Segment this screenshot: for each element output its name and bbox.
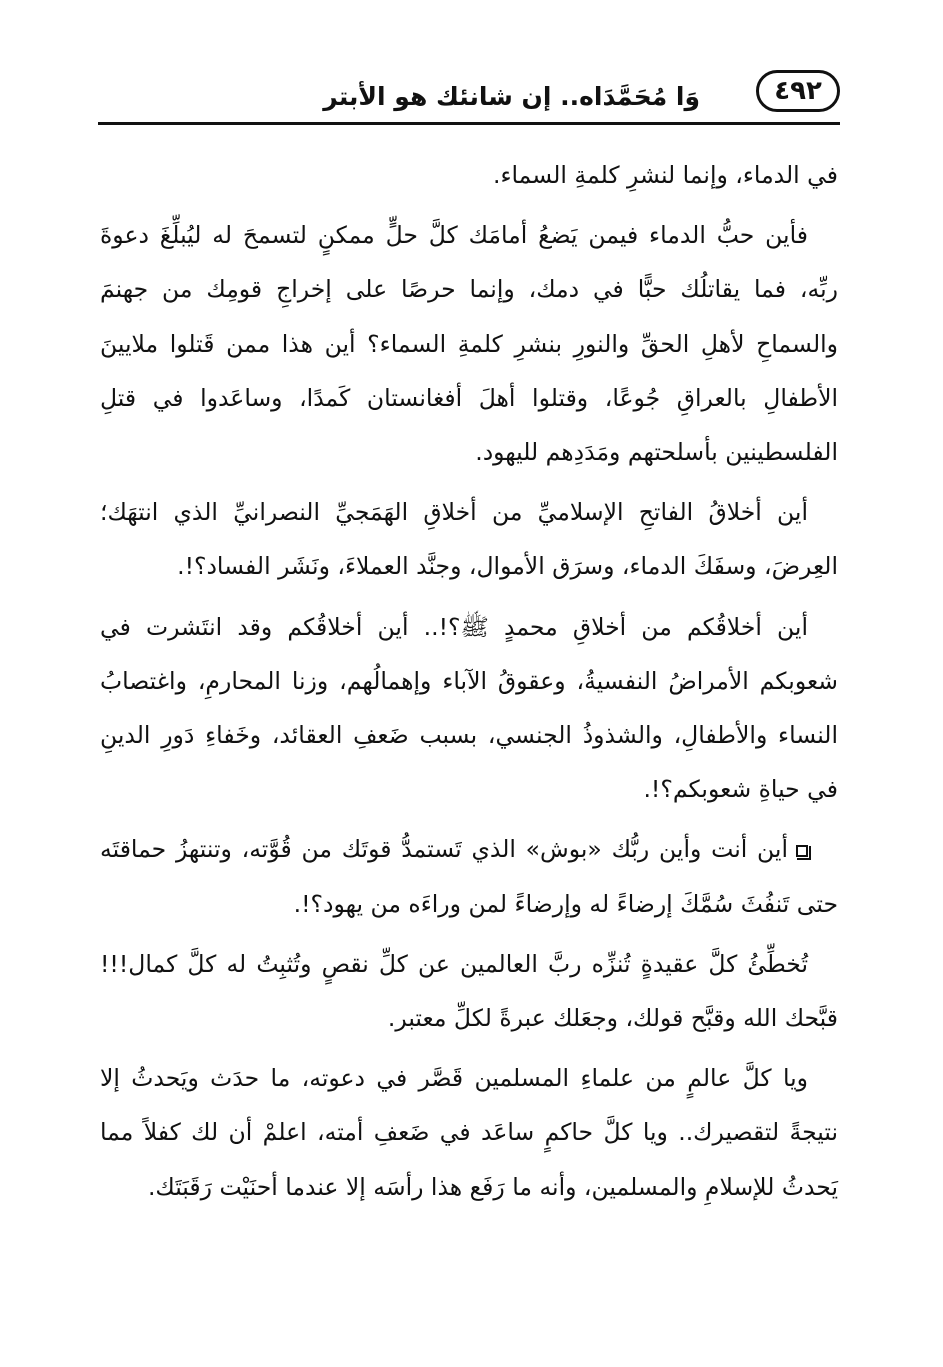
page-header: [98, 64, 840, 126]
paragraph-6: تُخطِّئُ كلَّ عقيدةٍ تُنزِّه ربَّ العالمين عن كلِّ نقصٍ وتُثبِتُ له كلَّ كمال!!! قبَّحك الله وقبَّح قولك، وجعَلك عبرةً لكلِّ معتبر.: [100, 949, 838, 1033]
paragraph-1: في الدماء، وإنما لنشرِ كلمةِ السماء.: [493, 161, 838, 189]
running-title: وَا مُحَمَّدَاه.. إن شانئك هو الأبتر: [323, 82, 700, 111]
paragraph-5-text: أين أنت وأين ربُّك «بوش» الذي تَستمدُّ قوتَك من قُوَّته، وتنتهزُ حماقتَه حتى تَنفُثَ سُمَّكَ إرضاءً له وإرضاءً لمن وراءَه من يهود؟!.: [100, 835, 838, 918]
square-bullet-icon: [796, 845, 808, 857]
paragraph-2: فأين حبُّ الدماء فيمن يَضعُ أمامَك كلَّ حلٍّ ممكنٍ لتسمحَ له ليُبلِّغَ دعوةَ ربِّه، فما يقاتلُك حبًّا في دمك، وإنما حرصًا على إخراجِ قومِك من جهنمَ والسماحِ لأهلِ الحقِّ والنورِ بنشرِ كلمةِ السماء؟ أين هذا ممن قَتلوا ملايينَ الأطفالِ بالعراقِ جُوعًا، وقتلوا أهلَ أفغانستان كَمدًا، وساعَدوا في قتلِ الفلسطينين بأسلحتهم ومَدَدِهم لليهود.: [100, 221, 838, 467]
paragraph-4: أين أخلاقُكم من أخلاقِ محمدٍ ﷺ؟!.. أين أخلاقُكم وقد انتَشرت في شعوبكم الأمراضُ النفسيةُ، وعقوقُ الآباء وإهمالُهم، وزنا المحارمِ، واغتصابُ النساء والأطفالِ، والشذوذُ الجنسي، بسبب ضَعفِ العقائد، وخَفاءِ دَورِ الدينِ في حياةِ شعوبكم؟!.: [100, 612, 838, 804]
paragraph-5: [100, 822, 838, 930]
header-divider: [98, 122, 840, 125]
page-body: [100, 148, 838, 1220]
paragraph-3: أين أخلاقُ الفاتحِ الإسلاميِّ من أخلاقِ الهَمَجيِّ النصرانيِّ الذي انتهَك؛ العِرضَ، وسفَكَ الدماء، وسرَق الأموال، وجنَّد العملاءَ، ونَشَر الفساد؟!.: [100, 498, 838, 581]
page-number: ٤٩٢: [756, 70, 840, 112]
paragraph-7: ويا كلَّ عالمٍ من علماءِ المسلمين قَصَّر في دعوته، ما حدَث ويَحدثُ إلا نتيجةً لتقصيرك.. ويا كلَّ حاكمٍ ساعَد في ضَعفِ أمته، اعلمْ أن لك كفلاً مما يَحدثُ للإسلامِ والمسلمين، وأنه ما رَفَع هذا رأسَه إلا عندما أحنَيْت رَقَبَتَك.: [100, 1064, 838, 1201]
